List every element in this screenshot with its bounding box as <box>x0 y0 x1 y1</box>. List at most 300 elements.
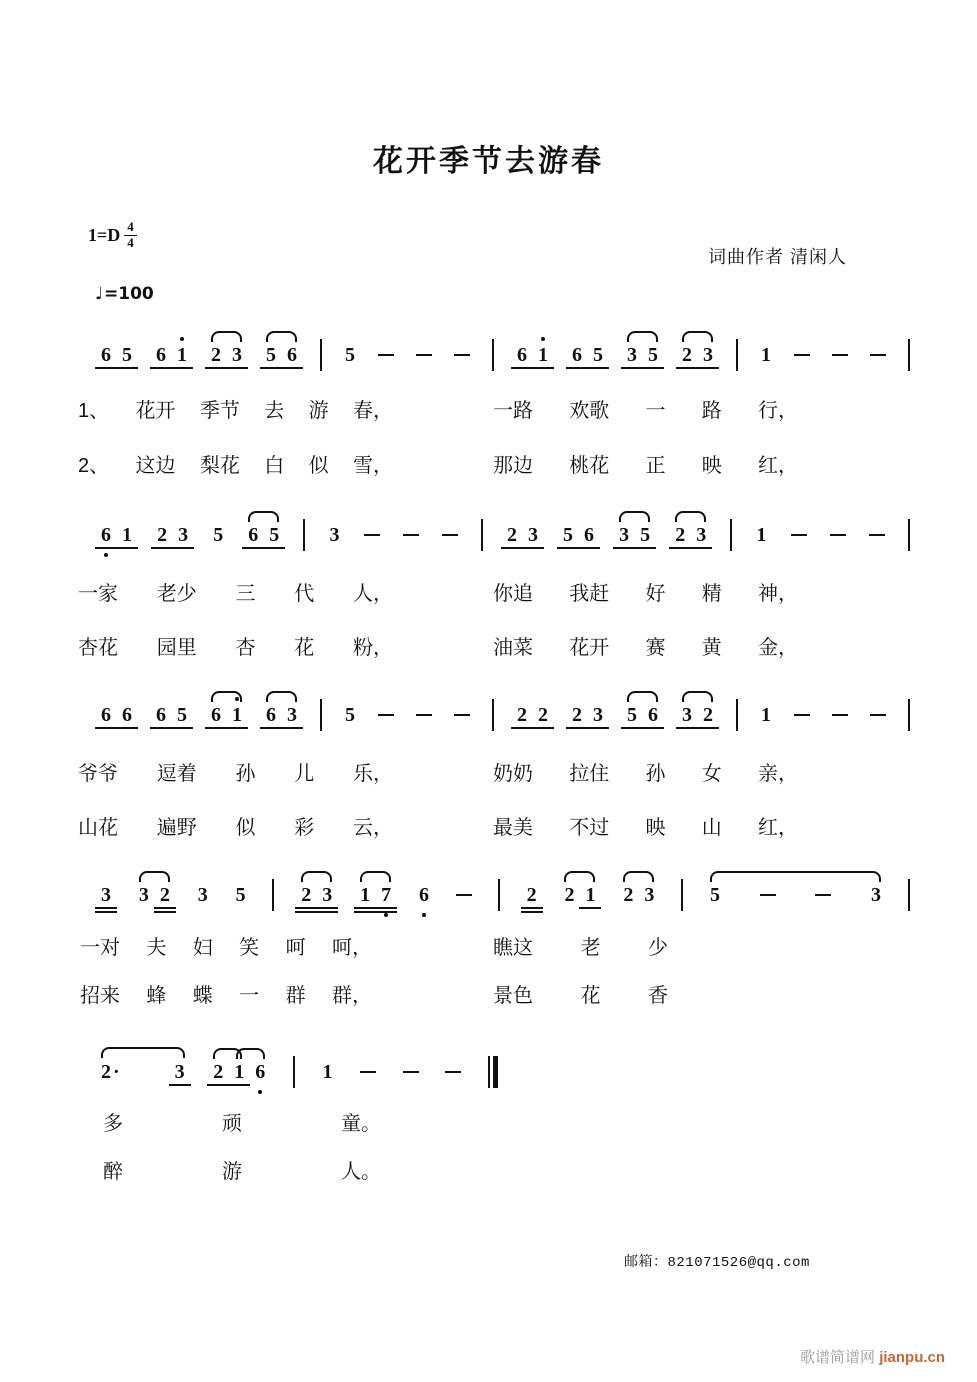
note: 3 <box>618 525 630 545</box>
duration-dash <box>378 354 394 357</box>
note-group <box>618 525 651 545</box>
lyric-syllable: 似 <box>308 455 329 477</box>
underline <box>116 367 138 369</box>
note: 5 <box>121 345 133 365</box>
lyric-syllable: 园里 <box>156 637 197 659</box>
lyric-syllable: 儿 <box>294 763 315 785</box>
lyric-syllable: 行， <box>758 400 798 422</box>
underline <box>511 727 533 729</box>
note-group <box>265 345 298 365</box>
note-group <box>516 705 549 725</box>
underline <box>587 367 609 369</box>
note: 1 <box>121 525 133 545</box>
lyric-syllable: 正 <box>645 455 666 477</box>
underline <box>642 727 664 729</box>
lyric-phrase-left <box>103 1107 381 1136</box>
note: 2 <box>537 705 549 725</box>
time-signature-numerator: 4 <box>124 220 137 236</box>
underline <box>169 1084 191 1086</box>
note-group <box>210 705 243 725</box>
octave-dot-below <box>384 913 388 917</box>
note: 2 <box>506 525 518 545</box>
note: 3 <box>231 345 243 365</box>
note-group <box>100 705 133 725</box>
note: 6 <box>155 705 167 725</box>
underline <box>316 907 338 909</box>
note: 5 <box>592 345 604 365</box>
note: 3 <box>702 345 714 365</box>
duration-dash <box>416 354 432 357</box>
lyric-row <box>0 1155 977 1183</box>
barline <box>492 699 494 731</box>
barline <box>681 879 683 911</box>
slur-arc <box>360 871 391 882</box>
note: 5 <box>647 345 659 365</box>
note: 2 <box>156 525 168 545</box>
lyric-syllable: 游 <box>308 400 329 422</box>
note-group <box>138 885 171 905</box>
note-group <box>247 525 280 545</box>
note: 3 <box>527 525 539 545</box>
note-group <box>506 525 539 545</box>
note-group <box>562 525 595 545</box>
lyric-syllable: 多 <box>103 1113 123 1135</box>
slur-arc <box>248 511 279 522</box>
slur-arc <box>564 871 595 882</box>
quarter-note-icon: ♩ <box>95 284 104 304</box>
slur-arc <box>236 1048 265 1059</box>
music-line-2 <box>100 513 910 557</box>
note-group <box>418 885 430 905</box>
lyric-row <box>0 811 977 839</box>
note-group <box>571 705 604 725</box>
note-group <box>100 885 112 905</box>
note-group <box>156 525 189 545</box>
note: 7 <box>380 885 392 905</box>
note: 2 <box>212 1062 224 1082</box>
duration-dash <box>403 534 419 537</box>
dot-after: · <box>113 1060 120 1083</box>
note: 2 <box>623 884 634 906</box>
lyric-syllable: 欢歌 <box>569 400 610 422</box>
note-group <box>328 525 340 545</box>
duration-dash <box>869 534 885 537</box>
lyric-syllable: 孙 <box>235 763 256 785</box>
watermark <box>800 1346 945 1367</box>
lyric-syllable: 少 <box>648 937 668 959</box>
music-line-4 <box>100 873 910 917</box>
underline <box>205 367 227 369</box>
underline <box>116 547 138 549</box>
note-group <box>322 1062 334 1082</box>
barline <box>481 519 483 551</box>
lyric-syllable: 我赶 <box>569 583 610 605</box>
note-group <box>212 1062 266 1082</box>
lyric-syllable: 妇 <box>192 937 213 959</box>
lyric-syllable: 奶奶 <box>493 763 533 785</box>
lyric-phrase-right <box>493 449 798 478</box>
note: 6 <box>100 525 112 545</box>
note: 1 <box>761 344 771 366</box>
note-group <box>100 1061 186 1084</box>
note: 6 <box>571 345 583 365</box>
lyric-syllable: 孙 <box>645 763 666 785</box>
note: 6 <box>286 345 298 365</box>
underline <box>354 907 376 909</box>
note: 6 <box>583 525 595 545</box>
note: 5 <box>345 704 355 726</box>
underline <box>281 367 303 369</box>
duration-dash <box>456 894 472 897</box>
note: 3 <box>321 885 333 905</box>
underline <box>676 727 698 729</box>
barline <box>730 519 732 551</box>
music-line-3 <box>100 693 910 737</box>
lyric-syllable: 红， <box>758 455 798 477</box>
lyric-syllable: 那边 <box>493 455 533 477</box>
note-group <box>755 525 767 545</box>
note: 2 <box>564 884 575 906</box>
lyric-syllable: 招来 <box>80 985 120 1007</box>
lyric-row <box>0 577 977 605</box>
lyric-phrase-left <box>103 1155 381 1184</box>
lyric-phrase-left <box>80 979 372 1008</box>
lyric-syllable: 呵 <box>285 937 306 959</box>
note: 6 <box>100 345 112 365</box>
lyric-row <box>0 449 977 477</box>
lyric-syllable: 笑 <box>239 937 260 959</box>
underline <box>295 911 317 913</box>
slur-arc <box>682 331 713 342</box>
lyric-syllable: 黄 <box>701 637 722 659</box>
lyric-syllable: 最美 <box>493 817 533 839</box>
lyric-syllable: 红， <box>758 817 798 839</box>
note: 2 <box>674 525 686 545</box>
barline <box>908 699 910 731</box>
music-line-5 <box>100 1050 498 1094</box>
note: 5 <box>345 344 355 366</box>
duration-dash <box>832 714 848 717</box>
duration-dash <box>378 714 394 717</box>
note: 5 <box>265 345 277 365</box>
lyric-syllable: 路 <box>701 400 722 422</box>
note: 3 <box>197 884 208 906</box>
lyric-syllable: 代 <box>294 583 315 605</box>
lyric-syllable: 山 <box>701 817 722 839</box>
note: 5 <box>626 705 638 725</box>
octave-dot-above <box>180 337 184 341</box>
note-group <box>674 525 707 545</box>
slur-arc <box>623 871 654 882</box>
lyric-syllable: 梨花 <box>199 455 240 477</box>
barline <box>293 1056 295 1088</box>
underline <box>154 911 176 913</box>
barline <box>320 339 322 371</box>
lyric-syllable: 好 <box>645 583 666 605</box>
underline <box>642 367 664 369</box>
note: 2 <box>571 705 583 725</box>
tempo-value: =100 <box>104 284 154 304</box>
lyric-row <box>0 757 977 785</box>
underline <box>95 547 117 549</box>
duration-dash <box>870 354 886 357</box>
note: 1 <box>359 885 371 905</box>
lyric-phrase-left <box>78 757 393 786</box>
underline <box>578 547 600 549</box>
slur-arc <box>710 871 881 882</box>
note-group <box>210 345 243 365</box>
lyric-syllable: 杏花 <box>78 637 118 659</box>
duration-dash <box>791 534 807 537</box>
lyric-syllable: 老 <box>580 937 601 959</box>
underline <box>579 907 601 909</box>
note: 1 <box>756 524 767 546</box>
note-group <box>344 705 356 725</box>
slur-arc <box>619 511 650 522</box>
underline <box>521 907 543 909</box>
underline <box>511 367 533 369</box>
note-group <box>155 345 188 365</box>
underline <box>676 367 698 369</box>
underline <box>226 367 248 369</box>
barline <box>908 519 910 551</box>
slur-arc <box>682 691 713 702</box>
contact-email <box>624 1251 810 1271</box>
slur-arc <box>139 871 170 882</box>
underline <box>150 367 172 369</box>
note: 3 <box>138 884 149 906</box>
lyric-syllable: 一家 <box>78 583 118 605</box>
lyric-syllable: 呵， <box>331 937 372 959</box>
underline <box>532 367 554 369</box>
note: 1 <box>537 345 549 365</box>
lyric-syllable: 醉 <box>103 1161 123 1183</box>
time-signature <box>124 220 137 251</box>
underline <box>634 547 656 549</box>
underline <box>281 727 303 729</box>
lyric-syllable: 精 <box>701 583 722 605</box>
note-group <box>344 345 356 365</box>
underline <box>613 547 635 549</box>
note: 6 <box>247 525 259 545</box>
barline <box>908 879 910 911</box>
lyric-syllable: 夫 <box>146 937 167 959</box>
lyric-syllable: 去 <box>264 400 285 422</box>
lyric-syllable: 雪， <box>353 455 393 477</box>
note: 3 <box>329 524 340 546</box>
lyric-row <box>0 394 977 422</box>
underline <box>621 727 643 729</box>
lyric-syllable: 云， <box>353 817 393 839</box>
note: 1 <box>584 885 596 905</box>
lyric-syllable: 蝶 <box>192 985 213 1007</box>
lyric-syllable: 花开 <box>135 400 176 422</box>
lyric-phrase-right <box>493 631 798 660</box>
note: 3 <box>100 885 112 905</box>
lyric-row <box>0 1107 977 1135</box>
underline <box>95 911 117 913</box>
underline <box>587 727 609 729</box>
note: 1 <box>176 345 188 365</box>
watermark-site-name: 歌谱简谱网 <box>800 1349 876 1366</box>
lyric-syllable: 你追 <box>493 583 533 605</box>
note-group <box>359 885 392 905</box>
note-group <box>709 885 882 905</box>
note: 6 <box>265 705 277 725</box>
note-group <box>760 345 772 365</box>
lyric-syllable: 金， <box>758 637 798 659</box>
note: 3 <box>695 525 707 545</box>
note: 3 <box>592 705 604 725</box>
note: 3 <box>644 884 655 906</box>
underline <box>263 547 285 549</box>
note: 6 <box>516 345 528 365</box>
lyric-syllable: 游 <box>222 1161 242 1183</box>
duration-dash <box>794 354 810 357</box>
note: 2 <box>159 885 171 905</box>
lyric-syllable: 粉， <box>353 637 393 659</box>
lyric-syllable: 一 <box>239 985 260 1007</box>
underline <box>690 547 712 549</box>
underline <box>557 547 579 549</box>
lyric-syllable: 赛 <box>645 637 666 659</box>
note: 1 <box>231 705 243 725</box>
lyric-syllable: 映 <box>701 455 722 477</box>
underline <box>95 367 117 369</box>
note: 1 <box>322 1061 333 1083</box>
final-barline <box>488 1056 498 1088</box>
lyric-phrase-left <box>78 811 393 840</box>
note: 5 <box>268 525 280 545</box>
note: 5 <box>235 884 246 906</box>
duration-dash <box>445 1071 461 1074</box>
underline <box>95 907 117 909</box>
song-title: 花开季节去游春 <box>373 145 604 178</box>
lyric-syllable: 白 <box>264 455 285 477</box>
duration-dash <box>760 894 776 897</box>
lyric-syllable: 季节 <box>199 400 240 422</box>
note-group <box>622 885 655 905</box>
barline <box>736 339 738 371</box>
octave-dot-below <box>422 913 426 917</box>
note: 6 <box>155 345 167 365</box>
lyric-phrase-left <box>80 931 372 960</box>
author-credit: 词曲作者 清闲人 <box>708 247 848 267</box>
email-label: 邮箱： <box>624 1255 668 1271</box>
slur-arc <box>675 511 706 522</box>
duration-dash <box>403 1071 419 1074</box>
lyric-syllable: 春， <box>353 400 393 422</box>
underline <box>116 727 138 729</box>
duration-dash <box>364 534 380 537</box>
note-group <box>681 345 714 365</box>
lyric-syllable: 似 <box>235 817 256 839</box>
duration-dash <box>454 714 470 717</box>
underline <box>375 907 397 909</box>
lyric-row <box>0 931 977 959</box>
note: 2 <box>300 885 312 905</box>
underline <box>697 367 719 369</box>
underline <box>669 547 691 549</box>
note: 5 <box>213 524 224 546</box>
lyric-syllable: 顽 <box>222 1113 242 1135</box>
underline <box>260 727 282 729</box>
note: 3 <box>871 884 882 906</box>
underline <box>566 367 588 369</box>
note: 6 <box>254 1062 266 1082</box>
note: 5 <box>176 705 188 725</box>
note: 6 <box>647 705 659 725</box>
slur-arc <box>101 1047 185 1058</box>
lyric-phrase-right <box>493 979 668 1008</box>
lyric-syllable: 桃花 <box>569 455 610 477</box>
duration-dash <box>830 534 846 537</box>
note-group <box>563 885 596 905</box>
note: 2 <box>210 345 222 365</box>
lyric-phrase-right <box>493 811 798 840</box>
underline <box>260 367 282 369</box>
note: 3 <box>286 705 298 725</box>
underline <box>521 911 543 913</box>
underline <box>228 1084 250 1086</box>
note: 6 <box>121 705 133 725</box>
underline <box>566 727 588 729</box>
underline <box>171 367 193 369</box>
underline <box>154 907 176 909</box>
lyric-syllable: 遍野 <box>156 817 197 839</box>
lyric-phrase-right <box>493 394 798 423</box>
lyric-syllable: 一 <box>645 400 666 422</box>
slur-arc <box>301 871 332 882</box>
lyric-syllable: 蜂 <box>146 985 167 1007</box>
underline <box>151 547 173 549</box>
key-prefix: 1=D <box>88 224 121 245</box>
underline <box>316 911 338 913</box>
underline <box>532 727 554 729</box>
underline <box>95 727 117 729</box>
lyric-syllable: 油菜 <box>493 637 533 659</box>
barline <box>320 699 322 731</box>
note: 5 <box>562 525 574 545</box>
note-group <box>760 705 772 725</box>
lyric-syllable: 神， <box>758 583 798 605</box>
duration-dash <box>870 714 886 717</box>
underline <box>172 547 194 549</box>
lyric-syllable: 花 <box>294 637 315 659</box>
note: 5 <box>639 525 651 545</box>
slur-arc <box>266 331 297 342</box>
note: 3 <box>681 705 693 725</box>
note: 3 <box>626 345 638 365</box>
slur-arc <box>266 691 297 702</box>
verse-number: 1、 <box>78 400 110 422</box>
lyric-phrase-right <box>493 577 798 606</box>
slur-arc <box>211 331 242 342</box>
note: 2 <box>681 345 693 365</box>
octave-dot-above <box>235 697 239 701</box>
underline <box>621 367 643 369</box>
lyric-syllable: 景色 <box>493 985 533 1007</box>
note: 2 <box>516 705 528 725</box>
octave-dot-below <box>104 553 108 557</box>
underline <box>207 1084 229 1086</box>
underline <box>205 727 227 729</box>
note-group <box>100 525 133 545</box>
note-group <box>197 885 209 905</box>
lyric-syllable: 老少 <box>156 583 197 605</box>
duration-dash <box>360 1071 376 1074</box>
note: 5 <box>710 884 721 906</box>
